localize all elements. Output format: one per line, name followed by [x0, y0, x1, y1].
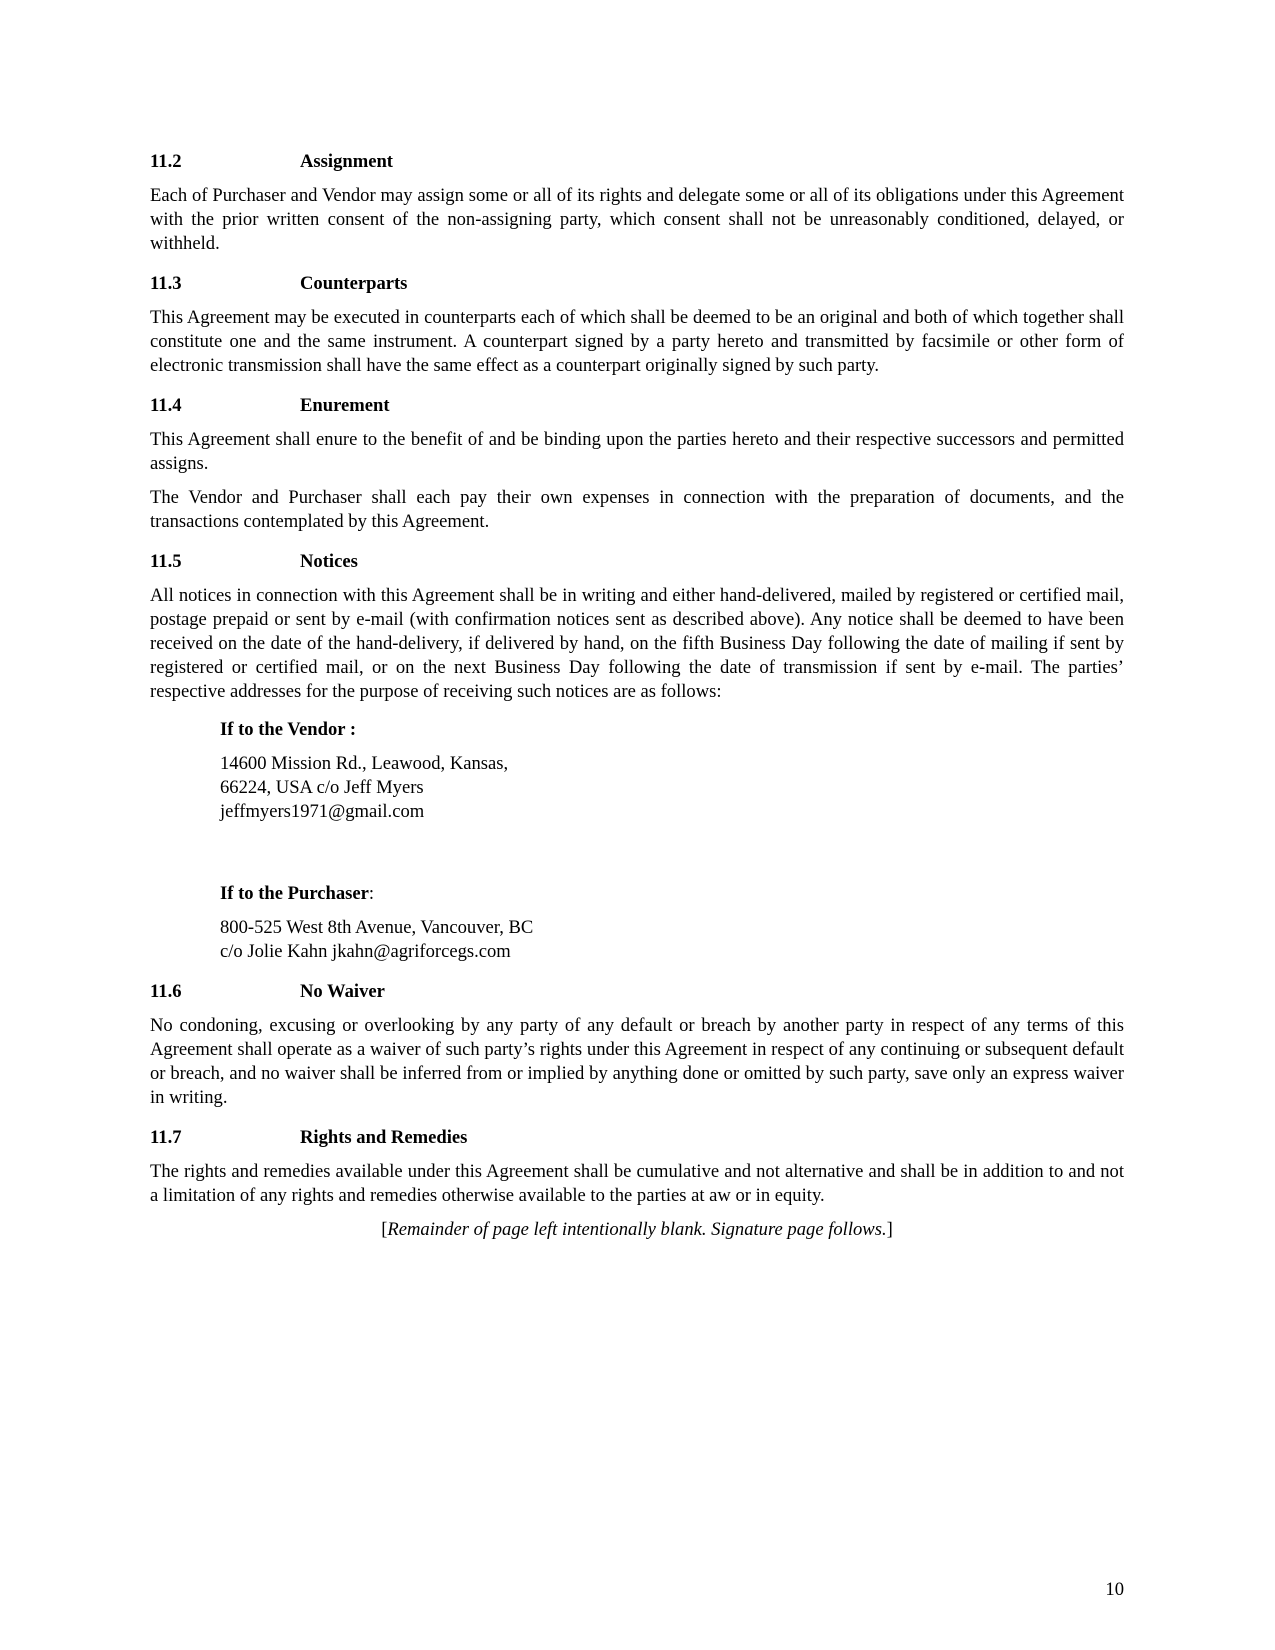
address-line: 66224, USA c/o Jeff Myers [220, 777, 424, 798]
section-paragraph: The rights and remedies available under this Agreement shall be cumulative and not alternative and shall be in addition to and not a limitation of any rights and remedies otherwise available to the parties at aw or in equity. [150, 1161, 1124, 1206]
section-paragraph: This Agreement shall enure to the benefit of and be binding upon the parties hereto and their respective successors and permitted assigns. [150, 429, 1124, 474]
section-heading [150, 150, 1124, 174]
vendor-heading: If to the Vendor : [220, 719, 357, 740]
purchaser-heading-text: If to the Purchaser [220, 883, 369, 904]
section-counterparts [150, 272, 1124, 378]
spacer [150, 834, 1124, 868]
section-title: Notices [300, 551, 358, 572]
section-title: No Waiver [300, 981, 385, 1002]
section-paragraph: All notices in connection with this Agreement shall be in writing and either hand-delivered, mailed by registered or certified mail, postage prepaid or sent by e-mail (with confirmation notices sent as described above). Any notice shall be deemed to have been received on the date of the hand-delivery, if delivered by hand, on the fifth Business Day following the date of mailing if sent by registered or certified mail, or on the next Business Day following the date of transmission if sent by e-mail. The parties’ respective addresses for the purpose of receiving such notices are as follows: [150, 585, 1124, 702]
bracket-open: [ [381, 1219, 388, 1240]
section-number: 11.4 [150, 395, 182, 416]
section-title: Assignment [300, 151, 393, 172]
section-title: Rights and Remedies [300, 1127, 468, 1148]
section-paragraph: No condoning, excusing or overlooking by any party of any default or breach by another party in respect of any terms of this Agreement shall operate as a waiver of such party’s rights under this Agreement in respect of any continuing or subsequent default or breach, and no waiver shall be inferred from or implied by anything done or omitted by such party, save only an express waiver in writing. [150, 1015, 1124, 1108]
section-paragraph: Each of Purchaser and Vendor may assign some or all of its rights and delegate some or all of its obligations under this Agreement with the prior written consent of the non-assigning party, which consent shall not be unreasonably conditioned, delayed, or withheld. [150, 185, 1124, 254]
vendor-address [220, 752, 1124, 824]
section-notices [150, 550, 1124, 964]
page-number: 10 [1105, 1579, 1124, 1600]
section-no-waiver [150, 980, 1124, 1110]
purchaser-contact: c/o Jolie Kahn jkahn@agriforcegs.com [220, 941, 511, 962]
address-line: 14600 Mission Rd., Leawood, Kansas, [220, 753, 509, 774]
vendor-address-block [220, 718, 1124, 824]
section-heading [150, 272, 1124, 296]
section-title: Counterparts [300, 273, 408, 294]
remainder-text: Remainder of page left intentionally blank. Signature page follows. [387, 1219, 887, 1240]
section-number: 11.3 [150, 273, 182, 294]
section-number: 11.7 [150, 1127, 182, 1148]
section-paragraph: This Agreement may be executed in counterparts each of which shall be deemed to be an original and both of which together shall constitute one and the same instrument. A counterpart signed by a party hereto and transmitted by facsimile or other form of electronic transmission shall have the same effect as a counterpart originally signed by such party. [150, 307, 1124, 376]
section-heading [150, 394, 1124, 418]
section-paragraph: The Vendor and Purchaser shall each pay their own expenses in connection with the preparation of documents, and the transactions contemplated by this Agreement. [150, 487, 1124, 532]
vendor-email: jeffmyers1971@gmail.com [220, 801, 425, 822]
purchaser-heading-colon: : [368, 883, 375, 904]
section-assignment [150, 150, 1124, 256]
section-heading [150, 1126, 1124, 1150]
purchaser-address [220, 916, 1124, 964]
section-heading [150, 980, 1124, 1004]
section-rights-and-remedies [150, 1126, 1124, 1208]
section-title: Enurement [300, 395, 390, 416]
bracket-close: ] [886, 1219, 893, 1240]
section-heading [150, 550, 1124, 574]
section-enurement [150, 394, 1124, 534]
purchaser-heading [220, 882, 1124, 906]
section-number: 11.2 [150, 151, 182, 172]
purchaser-address-block [220, 882, 1124, 964]
remainder-note [150, 1218, 1124, 1242]
document-page [150, 150, 1124, 1242]
section-number: 11.5 [150, 551, 182, 572]
address-line: 800-525 West 8th Avenue, Vancouver, BC [220, 917, 534, 938]
section-number: 11.6 [150, 981, 182, 1002]
